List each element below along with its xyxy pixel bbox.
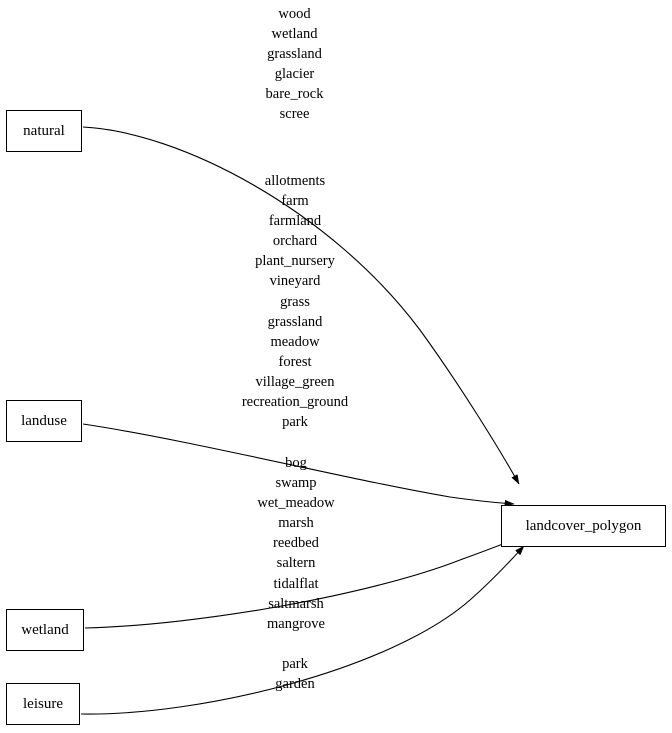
- node-wetland-label: wetland: [21, 621, 69, 638]
- node-landuse-label: landuse: [21, 412, 67, 429]
- edge-label-item: bog: [285, 455, 307, 471]
- node-landcover-polygon[interactable]: [501, 505, 666, 547]
- edge-label-item: marsh: [278, 515, 314, 532]
- node-landcover-polygon-label: landcover_polygon: [525, 517, 642, 534]
- edge-label-item: saltern: [276, 555, 316, 572]
- node-natural[interactable]: [6, 110, 82, 152]
- node-wetland[interactable]: [6, 609, 84, 651]
- edge-label-item: saltmarsh: [268, 595, 324, 612]
- edge-label-item: farm: [281, 193, 309, 210]
- edge-label-item: glacier: [274, 66, 315, 83]
- edge-label-item: allotments: [264, 173, 326, 189]
- edge-label-item: village_green: [255, 373, 335, 390]
- edge-label-wetland-tags: [232, 453, 360, 634]
- node-leisure-label: leisure: [23, 695, 63, 712]
- edge-label-item: swamp: [275, 475, 317, 492]
- edge-label-item: scree: [279, 106, 310, 123]
- edge-label-natural-tags: [232, 4, 357, 125]
- edge-label-item: grassland: [267, 46, 322, 63]
- edge-label-item: park: [282, 414, 308, 431]
- edge-label-item: vineyard: [269, 273, 321, 290]
- edge-label-item: grassland: [267, 313, 323, 330]
- edge-label-item: wetland: [271, 26, 318, 43]
- edge-label-item: farmland: [268, 213, 322, 230]
- edge-label-item: garden: [275, 676, 315, 693]
- node-leisure[interactable]: [6, 683, 80, 725]
- edge-label-item: wood: [278, 6, 311, 22]
- edge-label-item: recreation_ground: [241, 394, 349, 411]
- edge-label-item: forest: [278, 353, 312, 370]
- edge-label-item: wet_meadow: [257, 495, 335, 512]
- edge-label-leisure-tags: [245, 654, 345, 694]
- edge-label-item: park: [282, 656, 308, 672]
- node-natural-label: natural: [23, 122, 65, 139]
- edge-label-landuse-tags: [225, 171, 365, 432]
- edge-label-item: reedbed: [273, 535, 319, 552]
- node-landuse[interactable]: [6, 400, 82, 442]
- edge-label-item: grass: [280, 293, 310, 310]
- edge-label-item: meadow: [270, 333, 320, 350]
- edge-label-item: tidalflat: [273, 575, 319, 592]
- edge-label-item: plant_nursery: [255, 253, 335, 270]
- edge-label-item: mangrove: [267, 615, 325, 632]
- edge-label-item: bare_rock: [265, 86, 324, 103]
- edge-label-item: orchard: [272, 233, 318, 250]
